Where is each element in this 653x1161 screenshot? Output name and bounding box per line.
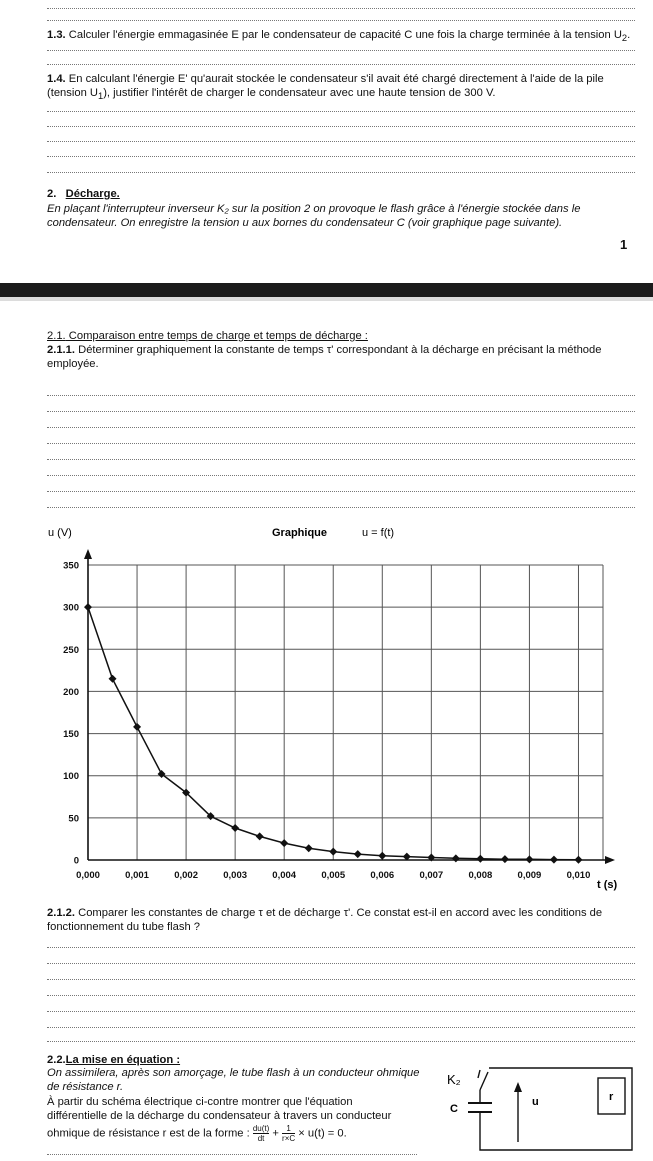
y-tick-label: 0 bbox=[73, 855, 79, 867]
answer-line bbox=[47, 459, 635, 460]
chart-title: Graphique bbox=[272, 527, 328, 539]
page-separator-shadow bbox=[0, 297, 653, 301]
data-point bbox=[501, 855, 509, 863]
y-tick-label: 300 bbox=[63, 602, 79, 614]
data-point bbox=[378, 852, 386, 860]
capacitor-label: C bbox=[450, 1103, 458, 1115]
x-tick-label: 0,005 bbox=[321, 870, 346, 881]
x-axis-label: t (s) bbox=[597, 879, 618, 891]
answer-line bbox=[47, 64, 635, 65]
data-point bbox=[329, 848, 337, 856]
x-tick-label: 0,004 bbox=[272, 870, 297, 881]
x-tick-label: 0,007 bbox=[419, 870, 444, 881]
section-2-intro: En plaçant l'interrupteur inverseur K₂ sur la position 2 on provoque le flash grâce à l'énergie stockée dans le condensateur. On enregistre la tension u aux bornes du condensateur C (voir graphique page suivante). bbox=[47, 203, 581, 229]
section-2-2-body: À partir du schéma électrique ci-contre montrer que l'équation différentielle de la décharge du condensateur à travers un conducteur bbox=[47, 1096, 392, 1122]
answer-line bbox=[47, 475, 635, 476]
answer-line bbox=[47, 50, 635, 51]
answer-line bbox=[47, 443, 635, 444]
chart-axes bbox=[84, 549, 615, 864]
x-tick-label: 0,000 bbox=[76, 870, 100, 881]
answer-line bbox=[47, 1154, 417, 1155]
answer-line bbox=[47, 995, 635, 996]
question-2-1-1: 2.1.1. Déterminer graphiquement la constante de temps τ' correspondant à la décharge en précisant la méthode employée. bbox=[47, 344, 602, 370]
data-point bbox=[525, 855, 533, 863]
data-point bbox=[84, 603, 92, 611]
answer-line bbox=[47, 411, 635, 412]
y-axis-label: u (V) bbox=[48, 527, 72, 539]
switch-contact bbox=[478, 1070, 480, 1078]
answer-line bbox=[47, 1027, 635, 1028]
answer-line bbox=[47, 963, 635, 964]
wire bbox=[480, 1068, 632, 1150]
answer-line bbox=[47, 947, 635, 948]
resistor-label: r bbox=[609, 1091, 614, 1103]
differential-equation: ohmique de résistance r est de la forme : $\frac{du(t)}{dt}$ + $\frac{1}{r\times C}$ × u(t) = 0. bbox=[47, 1124, 347, 1143]
y-tick-label: 350 bbox=[63, 560, 79, 572]
voltage-label: u bbox=[532, 1096, 539, 1108]
answer-line bbox=[47, 8, 635, 9]
question-1-4: 1.4. En calculant l'énergie E' qu'aurait stockée le condensateur s'il avait été chargé directement à l'aide de la pile (tension $U_1$), justifier l'intérêt de charger le condensateur avec une haute tension de 300 V. bbox=[47, 73, 604, 102]
voltage-arrow-head bbox=[514, 1082, 522, 1092]
y-tick-label: 200 bbox=[63, 686, 79, 698]
x-axis-arrow bbox=[605, 856, 615, 864]
answer-line bbox=[47, 111, 635, 112]
x-tick-label: 0,010 bbox=[566, 870, 591, 881]
chart-tick-labels bbox=[63, 561, 590, 882]
answer-line bbox=[47, 395, 635, 396]
answer-line bbox=[47, 979, 635, 980]
y-tick-label: 150 bbox=[63, 729, 79, 741]
answer-line bbox=[47, 141, 635, 142]
page-number: 1 bbox=[620, 237, 628, 252]
answer-line bbox=[47, 427, 635, 428]
x-tick-label: 0,009 bbox=[517, 870, 542, 881]
data-point bbox=[256, 832, 264, 840]
data-point bbox=[354, 850, 362, 858]
x-tick-label: 0,001 bbox=[125, 870, 149, 881]
y-tick-label: 100 bbox=[63, 771, 79, 783]
section-2-1-heading: 2.1. Comparaison entre temps de charge et temps de décharge : bbox=[47, 330, 368, 342]
fraction-1-rc: $\frac{1}{r\times C}$ bbox=[282, 1124, 296, 1143]
y-axis-arrow bbox=[84, 549, 92, 559]
section-2-2-heading: 2.2.La mise en équation : bbox=[47, 1054, 181, 1066]
x-tick-label: 0,002 bbox=[174, 870, 198, 881]
data-point bbox=[231, 824, 239, 832]
y-tick-label: 50 bbox=[68, 813, 79, 825]
chart-grid bbox=[88, 565, 603, 860]
x-tick-label: 0,008 bbox=[468, 870, 493, 881]
data-point bbox=[452, 854, 460, 862]
data-point bbox=[109, 675, 117, 683]
section-2-2-intro: On assimilera, après son amorçage, le tube flash à un conducteur ohmique de résistance r. bbox=[47, 1067, 420, 1093]
discharge-chart bbox=[0, 515, 653, 895]
data-point bbox=[574, 856, 582, 864]
answer-line bbox=[47, 172, 635, 173]
y-tick-label: 250 bbox=[63, 644, 79, 656]
fraction-du-dt: $\frac{du(t)}{dt}$ bbox=[252, 1124, 270, 1143]
answer-line bbox=[47, 1011, 635, 1012]
answer-line bbox=[47, 507, 635, 508]
question-2-1-2: 2.1.2. Comparer les constantes de charge τ et de décharge τ'. Ce constat est-il en accord avec les conditions de fonctionnement du tube flash ? bbox=[47, 907, 603, 933]
answer-line bbox=[47, 20, 635, 21]
data-point bbox=[133, 723, 141, 731]
data-point bbox=[280, 839, 288, 847]
discharge-circuit bbox=[420, 1060, 645, 1160]
answer-line bbox=[47, 156, 635, 157]
section-2-heading: 2. Décharge. bbox=[47, 188, 120, 200]
answer-line bbox=[47, 126, 635, 127]
data-point bbox=[476, 855, 484, 863]
data-point bbox=[305, 844, 313, 852]
switch-label: K₂ bbox=[447, 1072, 461, 1087]
switch-blade bbox=[480, 1072, 488, 1090]
x-tick-label: 0,003 bbox=[223, 870, 248, 881]
x-tick-label: 0,006 bbox=[370, 870, 395, 881]
chart-title-formula: u = f(t) bbox=[362, 527, 395, 539]
page-separator bbox=[0, 283, 653, 297]
data-point bbox=[550, 856, 558, 864]
question-1-3: 1.3. Calculer l'énergie emmagasinée E par le condensateur de capacité C une fois la charge terminée à la tension $U_2$. bbox=[47, 29, 631, 44]
answer-line bbox=[47, 1041, 635, 1042]
answer-line bbox=[47, 491, 635, 492]
